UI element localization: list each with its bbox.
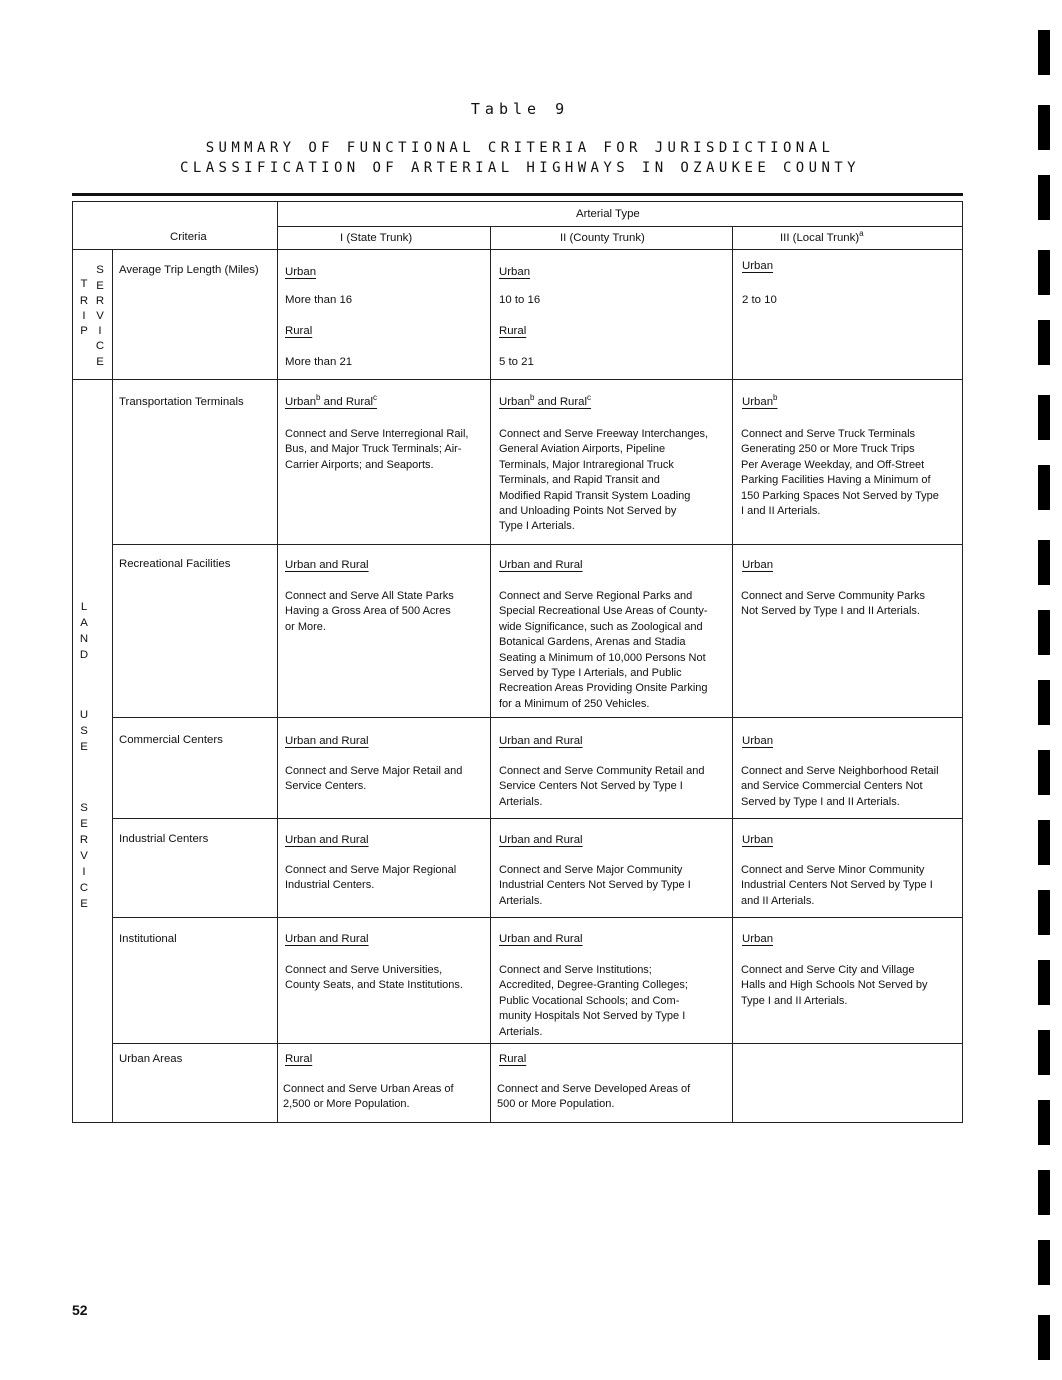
criterion-transportation-terminals: Transportation Terminals — [119, 396, 244, 408]
industrial-type-2-area: Urban and Rural — [499, 834, 583, 846]
commercial-type-2-area: Urban and Rural — [499, 735, 583, 747]
criteria-header: Criteria — [170, 231, 207, 243]
commercial-type-1-area: Urban and Rural — [285, 735, 369, 747]
title-rule — [72, 193, 963, 196]
institutional-type-2-area: Urban and Rural — [499, 933, 583, 945]
group-label-trip-service: V — [96, 310, 104, 322]
recreational-type-3-description: Connect and Serve Community Parks Not Served by Type I and II Arterials. — [741, 590, 926, 618]
recreational-type-2-area: Urban and Rural — [499, 559, 583, 571]
table-border-top — [72, 201, 963, 202]
commercial-type-1-description: Connect and Serve Major Retail and Service Centers. — [285, 765, 463, 793]
trip-type-2-urban-label: Urban — [499, 266, 531, 278]
type-3-header: III (Local Trunk)$^a$ — [780, 229, 864, 244]
edge-mark — [1038, 1240, 1050, 1285]
criteria-column-line — [277, 201, 278, 1123]
trip-type-1-rural-label: Rural — [285, 325, 313, 337]
transport-type-3-description: Connect and Serve Truck Terminals Generating 250 or More Truck Trips Per Average Weekday, and Off-Street Parking Facilities Having a Minimum of 150 Parking Spaces Not Served by Type I and II Arterials. — [741, 428, 939, 518]
transport-type-2-description: Connect and Serve Freeway Interchanges, General Aviation Airports, Pipeline Terminals, Major Intraregional Truck Terminals, and Rapid Transit and Modified Rapid Transit System Loading and Unloading Points Not Served by Type I Arterials. — [499, 428, 709, 533]
institutional-type-3-area: Urban — [742, 933, 774, 945]
edge-mark — [1038, 1100, 1050, 1145]
trip-type-1-rural-value: More than 21 — [285, 356, 353, 368]
group-label-land: L — [80, 601, 88, 613]
group-label-trip-service: R — [95, 295, 105, 307]
industrial-type-3-area: Urban — [742, 834, 774, 846]
group-label-trip-service: I — [98, 325, 102, 337]
group-label-trip-service: E — [96, 280, 104, 292]
edge-mark — [1038, 395, 1050, 440]
criterion-commercial-centers: Commercial Centers — [119, 734, 223, 746]
transport-type-3-area: Urban$^b$ — [742, 393, 778, 408]
institutional-type-1-area: Urban and Rural — [285, 933, 369, 945]
recreational-type-2-description: Connect and Serve Regional Parks and Special Recreational Use Areas of County- wide Significance, such as Zoological and Botanical Gardens, Arenas and Stadia Seating a Minimum of 10,000 Persons Not Served by Type I Arterials, and Public Recreation Areas Providing Onsite Parking for a Minimum of 250 Vehicles. — [499, 590, 708, 710]
trip-type-2-rural-label: Rural — [499, 325, 527, 337]
edge-mark — [1038, 1170, 1050, 1215]
type-2-header: II (County Trunk) — [560, 232, 645, 244]
edge-mark — [1038, 105, 1050, 150]
criterion-institutional: Institutional — [119, 933, 177, 945]
urban-areas-type-2-description: Connect and Serve Developed Areas of 500 or More Population. — [497, 1083, 691, 1111]
group-label-service: I — [82, 866, 86, 878]
type-1-header: I (State Trunk) — [340, 232, 413, 244]
group-column-line — [112, 249, 113, 1123]
table-border-left — [72, 201, 73, 1123]
group-label-service: C — [79, 882, 89, 894]
group-label-trip-service: S — [96, 264, 104, 276]
group-label-trip-service: C — [95, 340, 105, 352]
group-label-trip-service: E — [96, 356, 104, 368]
header-divider — [277, 226, 963, 227]
table-title-line-2: CLASSIFICATION OF ARTERIAL HIGHWAYS IN OZAUKEE COUNTY — [180, 160, 860, 176]
group-label-service: E — [80, 898, 88, 910]
edge-mark — [1038, 680, 1050, 725]
institutional-type-2-description: Connect and Serve Institutions; Accredited, Degree-Granting Colleges; Public Vocational Schools; and Com- munity Hospitals Not Served by Type I Arterials. — [499, 964, 688, 1038]
group-label-land: N — [79, 633, 89, 645]
group-label-use: S — [80, 725, 88, 737]
trip-type-2-urban-value: 10 to 16 — [499, 294, 541, 306]
trip-type-1-urban-value: More than 16 — [285, 294, 353, 306]
recreational-type-3-area: Urban — [742, 559, 774, 571]
criterion-urban-areas: Urban Areas — [119, 1053, 183, 1065]
table-border-right — [962, 201, 963, 1123]
group-label-use: U — [79, 709, 89, 721]
row-divider — [112, 818, 963, 819]
edge-mark — [1038, 750, 1050, 795]
trip-section-bottom — [72, 379, 963, 380]
edge-mark — [1038, 250, 1050, 295]
industrial-type-3-description: Connect and Serve Minor Community Industrial Centers Not Served by Type I and II Arterials. — [741, 864, 933, 907]
group-label-service: S — [80, 802, 88, 814]
group-label-trip: P — [80, 325, 88, 337]
group-label-trip: T — [80, 278, 88, 290]
industrial-type-2-description: Connect and Serve Major Community Industrial Centers Not Served by Type I Arterials. — [499, 864, 691, 907]
urban-areas-type-1-description: Connect and Serve Urban Areas of 2,500 or More Population. — [283, 1083, 454, 1111]
commercial-type-2-description: Connect and Serve Community Retail and Service Centers Not Served by Type I Arterials. — [499, 765, 705, 808]
edge-mark — [1038, 1030, 1050, 1075]
edge-mark — [1038, 820, 1050, 865]
institutional-type-1-description: Connect and Serve Universities, County Seats, and State Institutions. — [285, 964, 463, 992]
edge-mark — [1038, 465, 1050, 510]
edge-mark — [1038, 540, 1050, 585]
header-bottom — [72, 249, 963, 250]
group-label-service: R — [79, 834, 89, 846]
page-number: 52 — [72, 1302, 88, 1318]
urban-areas-type-2-area: Rural — [499, 1053, 527, 1065]
criterion-trip-length: Average Trip Length (Miles) — [119, 264, 259, 276]
type-1-column-line — [490, 226, 491, 1123]
edge-mark — [1038, 610, 1050, 655]
group-label-land: D — [79, 649, 89, 661]
row-divider — [112, 717, 963, 718]
table-border-bottom — [72, 1122, 963, 1123]
recreational-type-1-description: Connect and Serve All State Parks Having a Gross Area of 500 Acres or More. — [285, 590, 454, 633]
edge-mark — [1038, 960, 1050, 1005]
group-label-trip: I — [82, 310, 86, 322]
institutional-type-3-description: Connect and Serve City and Village Halls and High Schools Not Served by Type I and II Arterials. — [741, 964, 928, 1007]
group-label-use: E — [80, 741, 88, 753]
industrial-type-1-area: Urban and Rural — [285, 834, 369, 846]
edge-mark — [1038, 890, 1050, 935]
transport-type-2-area: Urban$^b$ and Rural$^c$ — [499, 393, 592, 408]
urban-areas-type-1-area: Rural — [285, 1053, 313, 1065]
trip-type-3-urban-value: 2 to 10 — [742, 294, 777, 306]
group-label-land: A — [80, 617, 88, 629]
edge-mark — [1038, 320, 1050, 365]
table-number: Table 9 — [470, 100, 570, 118]
group-label-service: E — [80, 818, 88, 830]
row-divider — [112, 917, 963, 918]
table-title-line-1: SUMMARY OF FUNCTIONAL CRITERIA FOR JURISDICTIONAL — [205, 140, 835, 156]
row-divider — [112, 544, 963, 545]
commercial-type-3-area: Urban — [742, 735, 774, 747]
criterion-industrial-centers: Industrial Centers — [119, 833, 209, 845]
edge-mark — [1038, 30, 1050, 75]
trip-type-3-urban-label: Urban — [742, 260, 774, 272]
transport-type-1-area: Urban$^b$ and Rural$^c$ — [285, 393, 378, 408]
edge-mark — [1038, 1315, 1050, 1360]
trip-type-1-urban-label: Urban — [285, 266, 317, 278]
type-2-column-line — [732, 226, 733, 1123]
trip-type-2-rural-value: 5 to 21 — [499, 356, 534, 368]
commercial-type-3-description: Connect and Serve Neighborhood Retail and Service Commercial Centers Not Served by Type I and II Arterials. — [741, 765, 939, 808]
row-divider — [112, 1043, 963, 1044]
industrial-type-1-description: Connect and Serve Major Regional Industrial Centers. — [285, 864, 457, 892]
criterion-recreational-facilities: Recreational Facilities — [119, 558, 231, 570]
recreational-type-1-area: Urban and Rural — [285, 559, 369, 571]
transport-type-1-description: Connect and Serve Interregional Rail, Bus, and Major Truck Terminals; Air- Carrier Airports; and Seaports. — [285, 428, 469, 471]
group-label-trip: R — [79, 295, 89, 307]
edge-mark — [1038, 175, 1050, 220]
group-label-service: V — [80, 850, 88, 862]
arterial-type-header: Arterial Type — [576, 208, 640, 220]
